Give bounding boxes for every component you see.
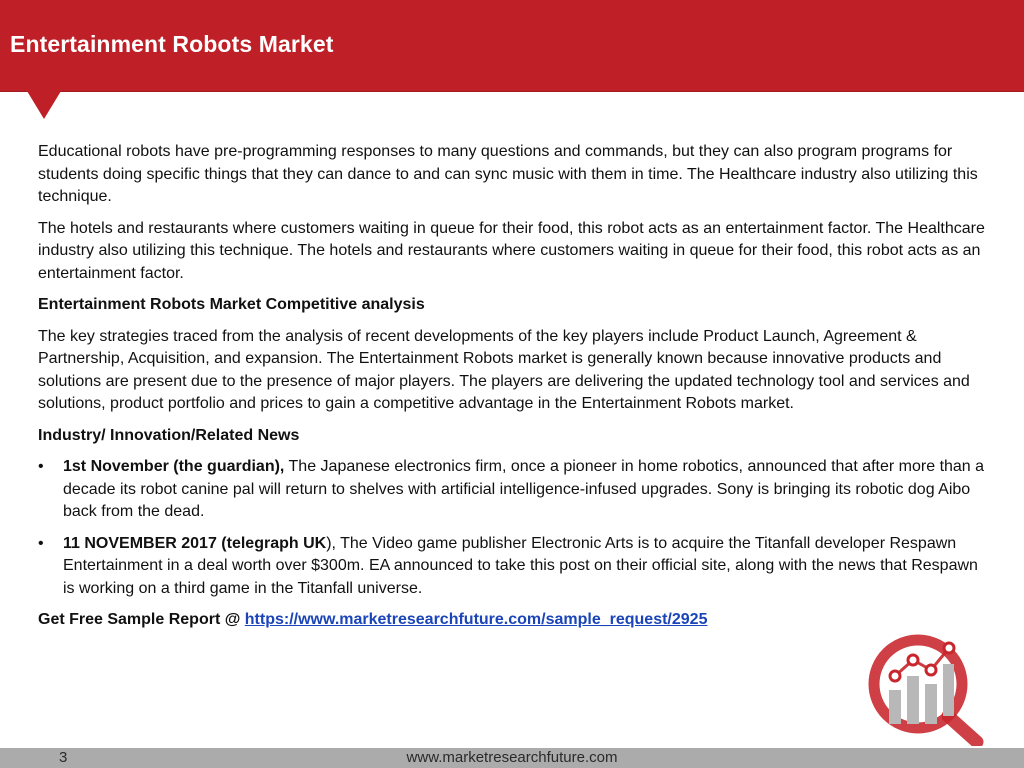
page-number: 3 bbox=[59, 749, 68, 766]
heading-competitive-analysis: Entertainment Robots Market Competitive analysis bbox=[38, 296, 425, 313]
news-item bbox=[38, 533, 988, 601]
sample-report-line bbox=[38, 609, 988, 632]
footer-url: www.marketresearchfuture.com bbox=[406, 749, 618, 766]
market-research-logo-icon bbox=[862, 628, 990, 746]
sample-report-link[interactable]: https://www.marketresearchfuture.com/sample_request/2925 bbox=[244, 611, 708, 628]
slide-header bbox=[0, 0, 1024, 92]
news-item-text: The Japanese electronics firm, once a pioneer in home robotics, announced that after more than a decade its robot canine pal will return to shelves with artificial intelligence-infused upgrades. Sony is bringing its robotic dog Aibo back from the dead. bbox=[63, 458, 985, 520]
heading-related-news: Industry/ Innovation/Related News bbox=[38, 426, 300, 444]
bullet-mark: • bbox=[38, 458, 44, 475]
paragraph-educational: Educational robots have pre-programming responses to many questions and commands, but they can also program programs for students doing specific things that they can dance to and can sync music with them in time. The Healthcare industry also utilizing this technique. bbox=[38, 143, 978, 205]
slide-content bbox=[38, 141, 988, 641]
news-item-text: ), The Video game publisher Electronic Arts is to acquire the Titanfall developer Respawn Entertainment in a deal worth over $300m. EA announced to take this post on their official site, along with the news that Respawn is working on a third game in the Titanfall universe. bbox=[63, 534, 978, 597]
page-title: Entertainment Robots Market bbox=[10, 31, 334, 57]
news-item bbox=[38, 456, 988, 524]
sample-report-label: Get Free Sample Report @ bbox=[38, 611, 245, 628]
news-item-lead: 1st November (the guardian), bbox=[63, 458, 285, 475]
header-notch bbox=[27, 91, 61, 119]
news-item-lead: 11 NOVEMBER 2017 (telegraph UK bbox=[63, 534, 327, 552]
paragraph-hotels: The hotels and restaurants where customers waiting in queue for their food, this robot acts as an entertainment factor. The Healthcare industry also utilizing this technique. The hotels and restaurants where customers waiting in queue for their food, this robot acts as an entertainment factor. bbox=[38, 219, 985, 282]
paragraph-strategies: The key strategies traced from the analysis of recent developments of the key players include Product Launch, Agreement & Partnership, Acquisition, and expansion. The Entertainment Robots market is generally known because innovative products and solutions are present due to the presence of major players. The players are delivering the updated technology tool and services and solutions, product portfolio and prices to gain a competitive advantage in the Entertainment Robots market. bbox=[38, 327, 970, 412]
slide-footer bbox=[0, 748, 1024, 768]
bullet-mark: • bbox=[38, 534, 44, 552]
